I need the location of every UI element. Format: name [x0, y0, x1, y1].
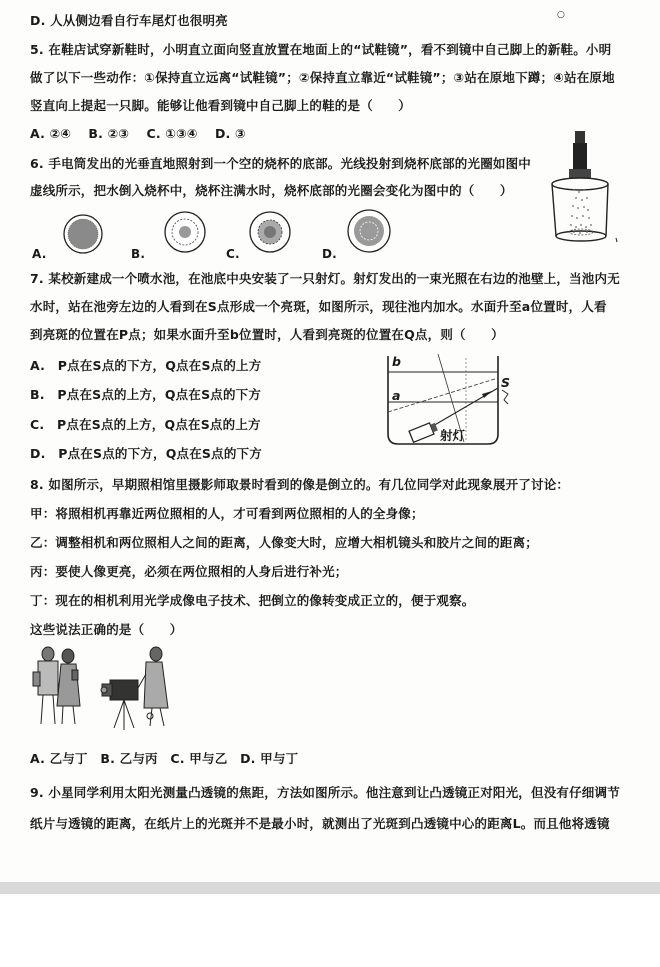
page-divider	[0, 882, 660, 894]
q6-choice-c-figure	[248, 210, 292, 254]
q5-line-3: 竖直向上提起一只脚。能够让他看到镜中自己脚上的鞋的是（ ）	[30, 98, 412, 113]
q5-line-2: 做了以下一些动作：①保持直立远离“试鞋镜”；②保持直立靠近“试鞋镜”；③站在原地下蹲；④站在原地	[30, 70, 615, 85]
stray-mark: ○	[557, 10, 565, 20]
q7-line-3: 到亮斑的位置在P点；如果水面升至b位置时，人看到亮斑的位置在Q点，则（ ）	[30, 327, 504, 342]
q8-statement-ding: 丁：现在的相机利用光学成像电子技术、把倒立的像转变成正立的，便于观察。	[30, 593, 475, 608]
q8-statement-yi: 乙：调整相机和两位照相人之间的距离，人像变大时，应增大相机镜头和胶片之间的距离；	[30, 535, 539, 550]
q7-line-2: 水时，站在池旁左边的人看到在S点形成一个亮斑，如图所示，现往池内加水。水面升至a位置时，人看	[30, 299, 607, 314]
q5-line-1: 5. 在鞋店试穿新鞋时，小明直立面向竖直放置在地面上的“试鞋镜”，看不到镜中自己脚上的新鞋。小明	[30, 42, 612, 57]
q7-option-d: D. P点在S点的下方，Q点在S点的下方	[30, 446, 262, 461]
q7-option-c: C. P点在S点的上方，Q点在S点的上方	[30, 417, 261, 432]
beaker-figure	[548, 128, 628, 250]
q8-line-1: 8. 如图所示，早期照相馆里摄影师取景时看到的像是倒立的。有几位同学对此现象展开了讨论：	[30, 477, 570, 492]
q7-option-b: B. P点在S点的上方，Q点在S点的下方	[30, 387, 262, 402]
q9-line-2: 纸片与透镜的距离，在纸片上的光斑并不是最小时，就测出了光斑到凸透镜中心的距离L。而且他将透镜	[30, 816, 610, 831]
q7-line-1: 7. 某校新建成一个喷水池，在池底中央安装了一只射灯。射灯发出的一束光照在右边的池壁上，当池内无	[30, 271, 620, 286]
q6-choice-d-figure	[346, 208, 392, 254]
option-d-prev: D. 人从侧边看自行车尾灯也很明亮	[30, 13, 228, 28]
pool-label-b: b	[392, 354, 401, 369]
q6-choice-b-figure	[163, 210, 207, 254]
q6-line-1: 6. 手电筒发出的光垂直地照射到一个空的烧杯的底部。光线投射到烧杯底部的光圈如图中	[30, 156, 531, 171]
q7-option-a: A. P点在S点的下方，Q点在S点的上方	[30, 358, 262, 373]
q8-statement-jia: 甲：将照相机再靠近两位照相的人，才可看到两位照相的人的全身像；	[30, 506, 424, 521]
q6-choice-b-label: B.	[131, 247, 146, 261]
q9-line-1: 9. 小星同学利用太阳光测量凸透镜的焦距，方法如图所示。他注意到让凸透镜正对阳光，但没有仔细调节	[30, 785, 620, 800]
q6-choice-a-label: A.	[32, 247, 47, 261]
q8-question: 这些说法正确的是（ ）	[30, 622, 183, 637]
q6-choice-c-label: C.	[226, 247, 240, 261]
q8-options: A. 乙与丁 B. 乙与丙 C. 甲与乙 D. 甲与丁	[30, 751, 299, 766]
q6-choice-d-label: D.	[322, 247, 337, 261]
pool-label-lamp: 射灯	[440, 428, 466, 443]
photographer-figure	[28, 644, 188, 736]
pool-label-s: S	[501, 375, 511, 390]
q6-line-2: 虚线所示，把水倒入烧杯中，烧杯注满水时，烧杯底部的光圈会变化为图中的（ ）	[30, 183, 513, 198]
blank-area	[0, 894, 660, 967]
pool-label-a: a	[392, 388, 401, 403]
q6-choice-a-figure	[62, 213, 104, 255]
q5-options: A. ②④ B. ②③ C. ①③④ D. ③	[30, 126, 246, 141]
q8-statement-bing: 丙：要使人像更亮，必须在两位照相的人身后进行补光；	[30, 564, 348, 579]
